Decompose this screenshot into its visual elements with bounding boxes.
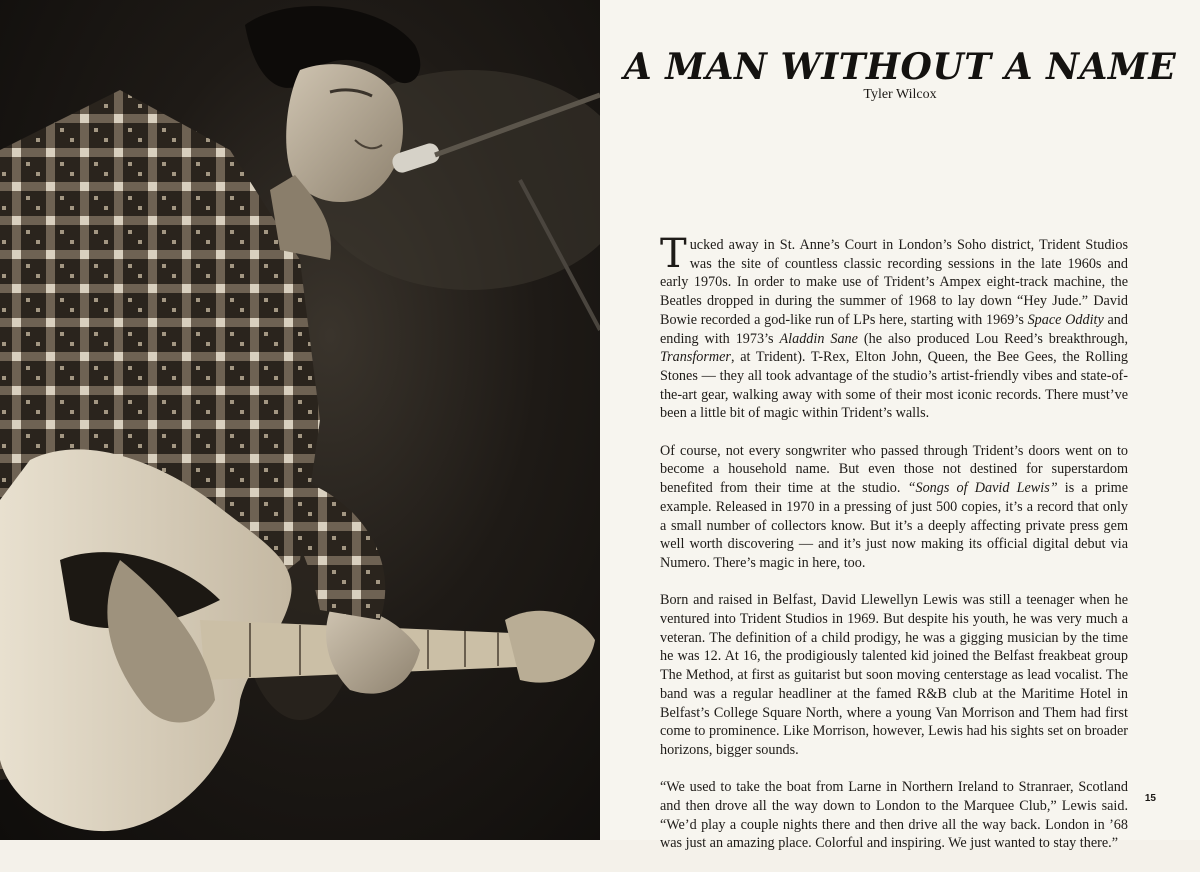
paragraph-text: (he also produced Lou Reed’s breakthrough,	[857, 330, 1128, 347]
page-number: 15	[1144, 793, 1156, 804]
italic-title: Aladdin Sane	[779, 330, 858, 347]
article-paragraph	[660, 591, 1128, 759]
photo-illustration	[0, 0, 600, 840]
paragraph-text: Of course, not every songwriter who passed through Trident’s doors went on to become a household name. But even those not destined for superstardom benefited from their time at the studio.	[660, 442, 1128, 497]
paragraph-text: , at Trident). T-Rex, Elton John, Queen, the Bee Gees, the Rolling Stones — they all took advantage of the studio’s artist-friendly vibes and state-of-the-art gear, walking away with some of their most iconic records. There must’ve been a little bit of magic within Trident’s walls.	[660, 349, 1128, 422]
article-author: Tyler Wilcox	[863, 87, 937, 102]
paragraph-text: is a prime example. Released in 1970 in a pressing of just 500 copies, it’s a record that only a small number of collectors know. But it’s a deeply affecting private press gem well worth discovering — and it’s just now making its official digital debut via Numero. There’s magic in here, too.	[660, 480, 1128, 571]
article-body	[660, 231, 1128, 872]
article-paragraph	[660, 231, 1128, 423]
italic-title: Space Oddity	[1027, 311, 1104, 328]
paragraph-text: and ending with 1973’s	[660, 311, 1128, 347]
drop-cap: T	[660, 231, 687, 277]
italic-title: “Songs of David Lewis”	[907, 480, 1058, 497]
italic-title: Transformer	[660, 349, 731, 366]
article-page	[600, 0, 1200, 852]
article-paragraph	[660, 442, 1128, 573]
paragraph-text: “We used to take the boat from Larne in Northern Ireland to Stranraer, Scotland and then drove all the way down to London to the Marquee Club,” Lewis said. “We’d play a couple nights there and then drive all the way back. London in ’68 was just an amazing place. Colorful and inspiring. We just wanted to stay there.”	[660, 779, 1128, 852]
paragraph-text: ucked away in St. Anne’s Court in London’s Soho district, Trident Studios was the site of countless classic recording sessions in the late 1960s and early 1970s. In order to make use of Trident’s Ampex eight-track machine, the Beatles dropped in during the summer of 1968 to lay down “Hey Jude.” David Bowie recorded a god-like run of LPs here, starting with 1969’s	[660, 237, 1128, 328]
article-title: A MAN WITHOUT A NAME	[623, 46, 1177, 88]
article-paragraph	[660, 778, 1128, 853]
paragraph-text: Born and raised in Belfast, David Llewellyn Lewis was still a teenager when he ventured into Trident Studios in 1969. But despite his youth, he was very much a veteran. The definition of a child prodigy, he was a gigging musician by the time he was 12. At 16, the prodigiously talented kid joined the Belfast freakbeat group The Method, at first as guitarist but soon moving centerstage as lead vocalist. The band was a regular headliner at the famed R&B club at the Maritime Hotel in Belfast’s College Square North, where a young Van Morrison and Them had first come to prominence. Like Morrison, however, Lewis had his sights set on broader horizons, bigger sounds.	[660, 592, 1128, 758]
performer-photo	[0, 0, 600, 840]
